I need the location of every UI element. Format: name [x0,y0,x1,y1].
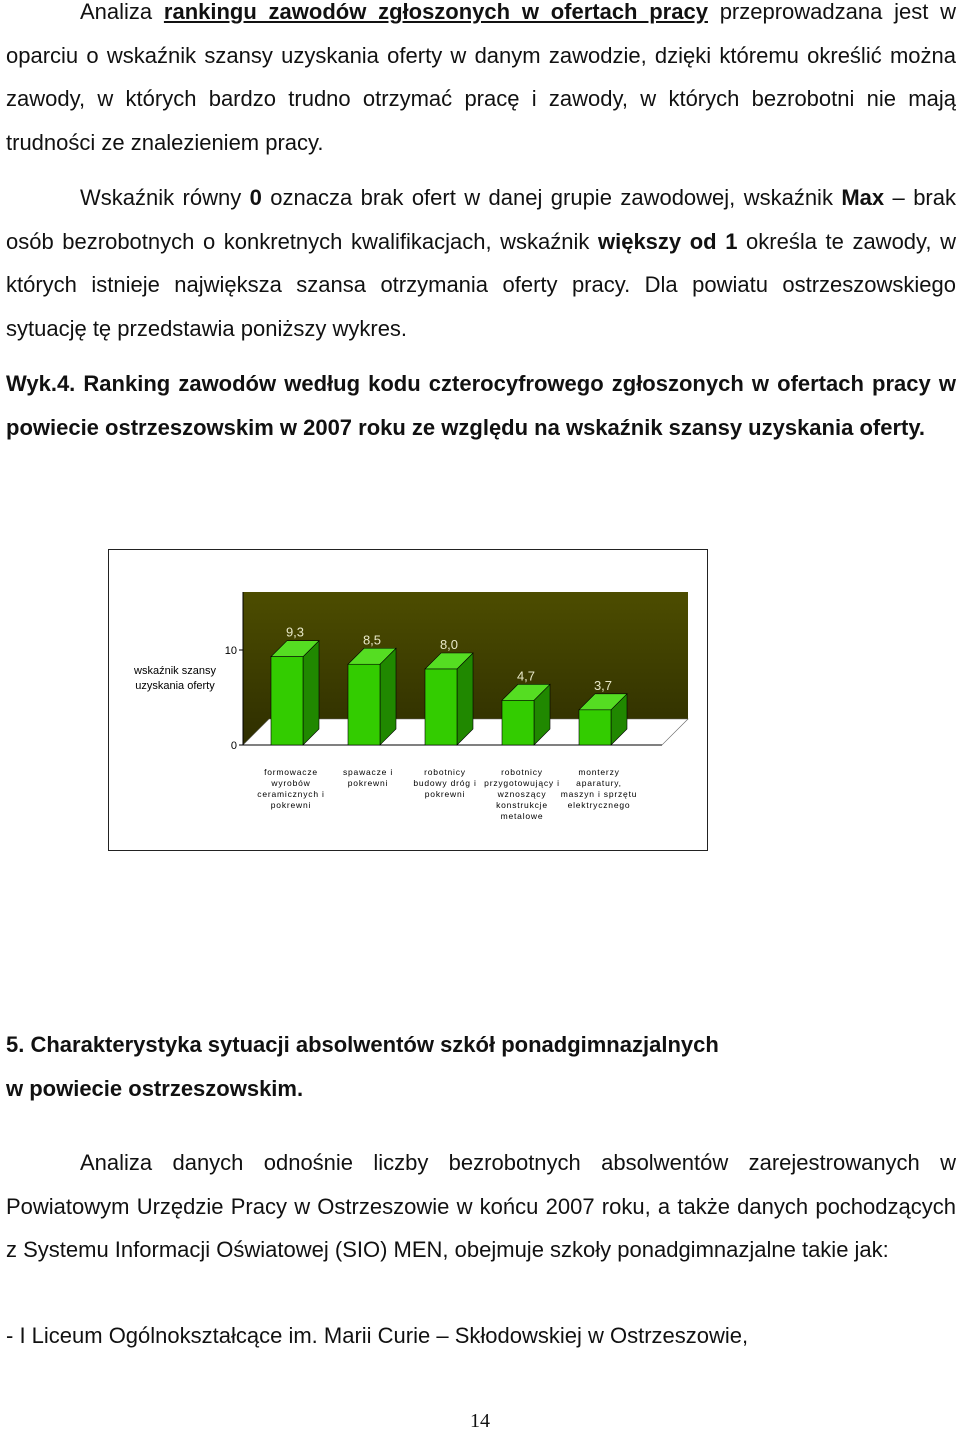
category-label: pokrewni [270,800,312,810]
school-list-item: - I Liceum Ogólnokształcące im. Marii Curie – Skłodowskiej w Ostrzeszowie, [6,1323,749,1348]
data-label: 3,7 [593,677,613,693]
category-label: elektrycznego [567,800,631,810]
indicator-paragraph: Wskaźnik równy 0 oznacza brak ofert w danej grupie zawodowej, wskaźnik Max – brak osób bezrobotnych o konkretnych kwalifikacjach, wskaźnik większy od 1 określa te zawody, w których istnieje największa szansa otrzymania oferty pracy. Dla powiatu ostrzeszowskiego sytuację tę przedstawia poniższy wykres. [6,185,956,341]
category-label: wyrobów [271,778,311,788]
graduates-paragraph: Analiza danych odnośnie liczby bezrobotnych absolwentów zarejestrowanych w Powiatowym Urzędzie Pracy w Ostrzeszowie w końcu 2007 roku, a także danych pochodzących z Systemu Informacji Oświatowej (SIO) MEN, obejmuje szkoły ponadgimnazjalne takie jak: [6,1150,956,1262]
category-label: robotnicy [501,767,543,777]
category-label: spawacze i [342,767,394,777]
data-label: 4,7 [516,668,536,684]
category-label: robotnicy [424,767,466,777]
category-label: konstrukcje [496,800,548,810]
ranking-chart [109,550,707,850]
category-label: pokrewni [347,778,389,788]
ranking-emphasis: rankingu zawodów zgłoszonych w ofertach pracy [163,0,708,24]
data-label: 9,3 [285,624,305,640]
category-label: budowy dróg i [413,778,477,788]
chart-caption: Wyk.4. Ranking zawodów według kodu czterocyfrowego zgłoszonych w ofertach pracy w powiecie ostrzeszowskim w 2007 roku ze względu na wskaźnik szansy uzyskania oferty. [6,371,956,440]
data-label: 8,0 [439,637,459,652]
bar-side [303,641,319,745]
bar [348,664,380,745]
section-5-heading: 5. Charakterystyka sytuacji absolwentów szkół ponadgimnazjalnych w powiecie ostrzeszowskim. [6,1032,719,1101]
data-label: 8,5 [362,632,382,648]
bar [425,669,457,745]
category-label: ceramicznych i [257,789,325,799]
category-label: maszyn i sprzętu [560,789,638,799]
y-axis-label: uzyskania oferty [135,680,215,692]
bar [502,700,534,745]
category-label: przygotowujący i [484,778,560,788]
category-label: metalowe [500,811,544,821]
bar [271,657,303,745]
y-axis-label: wskaźnik szansy [134,665,216,677]
y-tick-label: 10 [224,645,237,657]
bar [579,710,611,745]
page-number: 14 [470,1410,490,1432]
chart-frame [108,549,708,851]
category-label: monterzy [578,767,620,777]
category-label: pokrewni [424,789,466,799]
bar-side [380,648,396,745]
category-label: aparatury, [576,778,622,788]
y-tick-label: 0 [230,740,237,752]
category-label: formowacze [264,767,318,777]
category-label: wznoszący [497,789,547,799]
intro-paragraph: Analiza rankingu zawodów zgłoszonych w ofertach pracy przeprowadzana jest w oparciu o wskaźnik szansy uzyskania oferty w danym zawodzie, dzięki któremu określić można zawody, w których bardzo trudno otrzymać pracę i zawody, w których bezrobotni nie mają trudności ze znalezieniem pracy. [6,0,956,155]
